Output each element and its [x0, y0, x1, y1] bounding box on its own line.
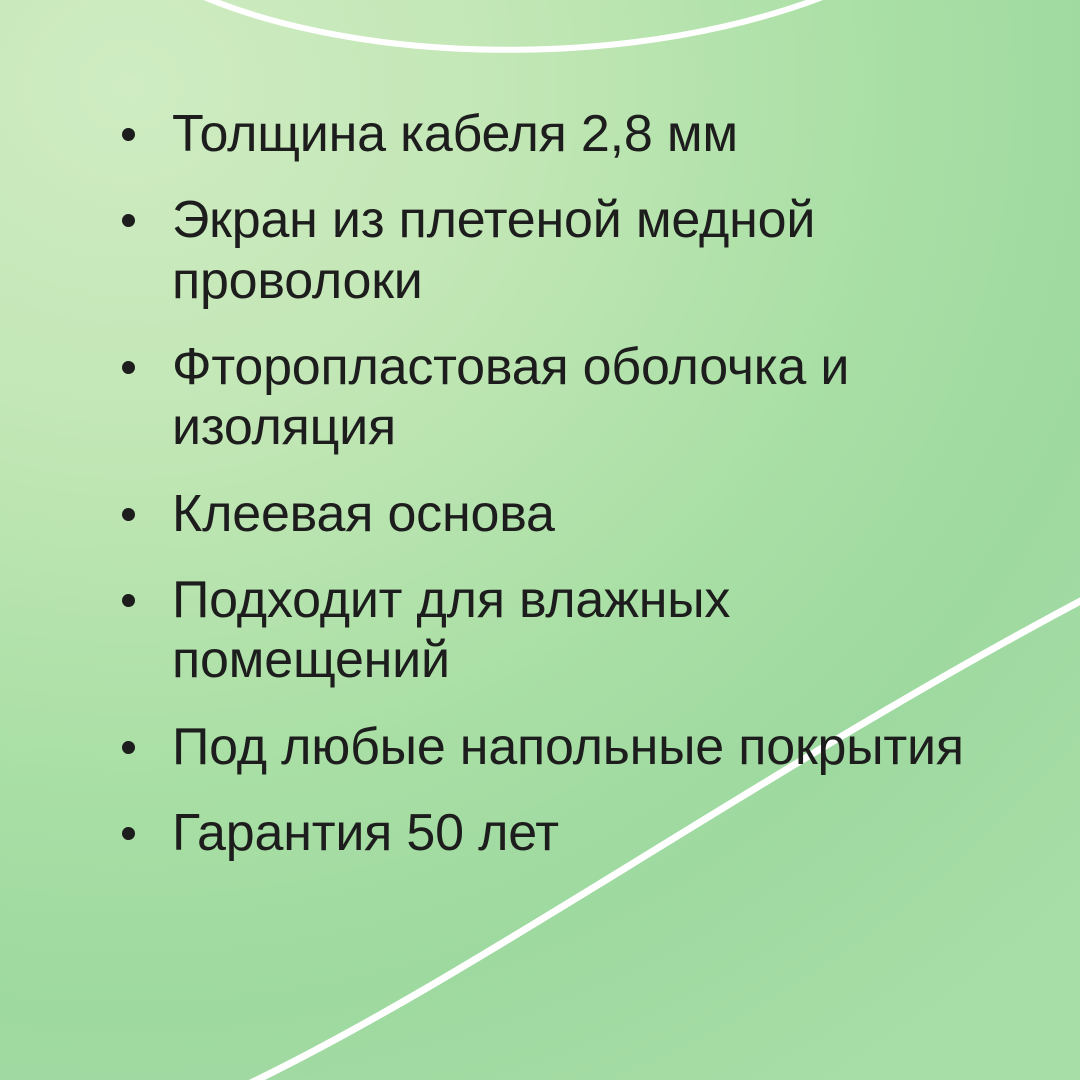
- feature-text: Фторопластовая оболочка и изоляция: [172, 337, 850, 457]
- list-item: [104, 717, 1010, 777]
- bullet-dot-icon: [122, 128, 135, 141]
- list-item: [104, 803, 1010, 863]
- feature-text: Подходит для влажных помещений: [172, 570, 731, 690]
- feature-list: [104, 104, 1010, 863]
- feature-text: Толщина кабеля 2,8 мм: [172, 105, 738, 163]
- list-item: [104, 570, 1010, 691]
- bullet-dot-icon: [122, 741, 135, 754]
- list-item: [104, 337, 1010, 458]
- bullet-dot-icon: [122, 508, 135, 521]
- list-item: [104, 190, 1010, 311]
- feature-text: Клеевая основа: [172, 484, 555, 543]
- bullet-dot-icon: [122, 827, 135, 840]
- list-item: [104, 484, 1010, 544]
- feature-text: Экран из плетеной медной проволоки: [172, 191, 816, 310]
- feature-text: Гарантия 50 лет: [172, 803, 559, 862]
- feature-text: Под любые напольные покрытия: [172, 717, 964, 776]
- bullet-dot-icon: [122, 361, 135, 374]
- bullet-dot-icon: [122, 214, 135, 227]
- bullet-dot-icon: [122, 594, 135, 607]
- list-item: [104, 104, 1010, 164]
